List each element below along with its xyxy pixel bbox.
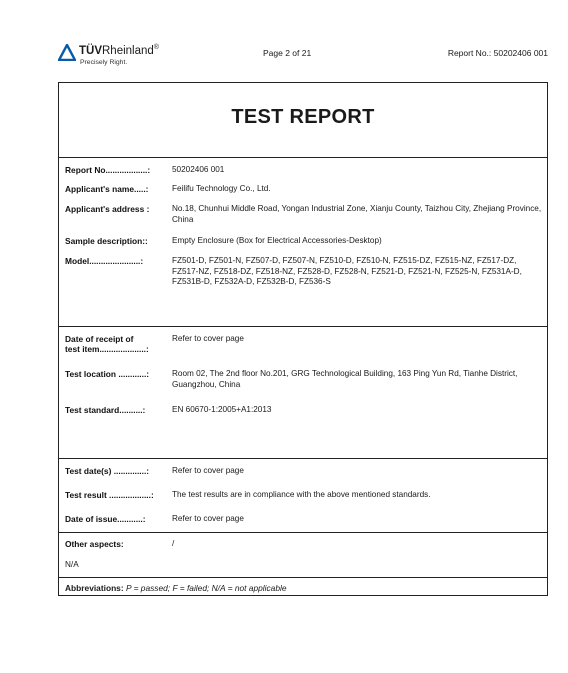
tagline: Precisely Right. — [80, 59, 128, 66]
test-standard-label: Test standard..........: — [65, 405, 146, 415]
applicant-address-value: No.18, Chunhui Middle Road, Yongan Industrial Zone, Xianju County, Taizhou City, Zhejiang Province, China — [172, 204, 542, 224]
applicant-name-label: Applicant's name.....: — [65, 184, 149, 194]
divider — [59, 458, 547, 459]
abbreviations-text: P = passed; F = failed; N/A = not applicable — [125, 583, 287, 593]
report-no-value: 50202406 001 — [172, 165, 225, 174]
abbreviations-label: Abbreviations: — [65, 583, 124, 593]
test-location-label: Test location ............: — [65, 369, 150, 379]
date-receipt-label-2: test item....................: — [65, 344, 149, 354]
test-dates-label: Test date(s) ..............: — [65, 466, 150, 476]
report-title: TEST REPORT — [231, 106, 375, 128]
model-label: Model......................: — [65, 256, 144, 266]
test-dates-value: Refer to cover page — [172, 466, 244, 475]
divider — [59, 577, 547, 578]
page-header — [58, 44, 548, 72]
title-row — [59, 83, 547, 158]
header-report-number: Report No.: 50202406 001 — [447, 48, 548, 58]
tuv-rheinland-logo — [58, 44, 178, 72]
report-table — [58, 82, 548, 596]
divider — [59, 326, 547, 327]
divider — [59, 532, 547, 533]
other-aspects-value: / — [172, 539, 175, 548]
date-issue-label: Date of issue...........: — [65, 514, 146, 524]
model-value: FZ501-D, FZ501-N, FZ507-D, FZ507-N, FZ510-D, FZ510-N, FZ515-DZ, FZ515-NZ, FZ517-DZ, FZ517-NZ, FZ518-DZ, FZ518-NZ, FZ528-D, FZ528-N, FZ521-D, FZ521-N, FZ525-N, FZ531A-D, FZ531B-D, FZ532A-D, FZ532B-D, FZ536-S — [172, 256, 522, 286]
brand-name — [79, 44, 159, 57]
applicant-address-label: Applicant's address : — [65, 204, 150, 214]
page-number: Page 2 of 21 — [263, 48, 312, 58]
test-result-label: Test result ..................: — [65, 490, 154, 500]
report-no-label: Report No..................: — [65, 165, 151, 175]
brand-bold: TÜV — [79, 44, 102, 57]
brand-mark: ® — [153, 44, 159, 51]
abbreviations — [65, 583, 287, 593]
test-standard-value: EN 60670-1:2005+A1:2013 — [172, 405, 272, 414]
test-result-value: The test results are in compliance with the above mentioned standards. — [172, 490, 431, 499]
date-receipt-value: Refer to cover page — [172, 334, 244, 343]
test-location-value: Room 02, The 2nd floor No.201, GRG Technological Building, 163 Ping Yun Rd, Tianhe District, Guangzhou, China — [172, 369, 518, 389]
sample-description-value: Empty Enclosure (Box for Electrical Accessories-Desktop) — [172, 236, 382, 245]
date-receipt-label-1: Date of receipt of — [65, 334, 134, 344]
triangle-logo-icon — [58, 44, 76, 61]
other-aspects-label: Other aspects: — [65, 539, 124, 549]
na-line: N/A — [65, 560, 79, 569]
sample-description-label: Sample description:: — [65, 236, 148, 246]
applicant-name-value: Feilifu Technology Co., Ltd. — [172, 184, 271, 193]
brand-rest: Rheinland — [102, 44, 154, 57]
date-issue-value: Refer to cover page — [172, 514, 244, 523]
